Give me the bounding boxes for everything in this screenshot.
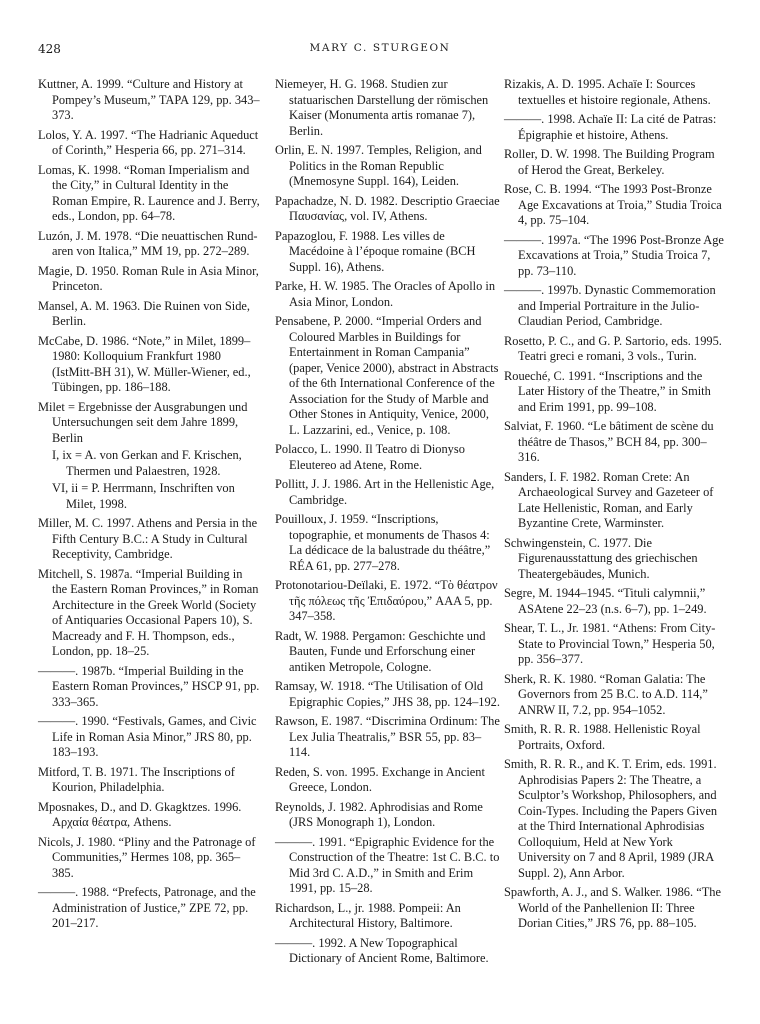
bibliography-entry: Kuttner, A. 1999. “Culture and History at Pompey’s Museum,” TAPA 129, pp. 343–373. [38, 77, 260, 122]
bibliography-entry: Spawforth, A. J., and S. Walker. 1986. “The World of the Panhellenion II: Three Dorian Cities,” JRS 76, pp. 88–105. [504, 885, 721, 930]
bibliography-entry: McCabe, D. 1986. “Note,” in Milet, 1899–1980: Kolloquium Frankfurt 1980 (IstMitt-BH 31), W. Müller-Wiener, ed., Tübingen, pp. 186–188. [38, 333, 251, 394]
bibliography-entry: Pensabene, P. 2000. “Imperial Orders and Coloured Marbles in Buildings for Entertainment in Roman Campania” (paper, Venice 2000), abstract in Abstracts of the 6th International Conference of the Association for the Study of Marble and Other Stones in Antiquity, Venice, 2000, L. Lazzarini, ed., Venice, p. 108. [275, 314, 499, 437]
bibliography-entry: Mposnakes, D., and D. Gkagktzes. 1996. Αρχαία θέατρα, Athens. [38, 799, 242, 829]
bibliography-entry: Rawson, E. 1987. “Discrimina Ordinum: The Lex Julia Theatralis,” BSR 55, pp. 83–114. [275, 714, 500, 759]
bibliography-entry: Schwingenstein, C. 1977. Die Figurenausstattung des griechischen Theatergebäudes, Munich. [504, 535, 698, 581]
column-left [38, 77, 260, 936]
bibliography-entry: Lolos, Y. A. 1997. “The Hadrianic Aqueduct of Corinth,” Hesperia 66, pp. 271–314. [38, 127, 259, 157]
bibliography-entry: Nicols, J. 1980. “Pliny and the Patronage of Communities,” Hermes 108, pp. 365–385. [38, 834, 256, 880]
bibliography-entry: Papazoglou, F. 1988. Les villes de Macédoine à l’époque romaine (BCH Suppl. 16), Athens. [275, 228, 476, 274]
bibliography-entry: ———. 1997a. “The 1996 Post-Bronze Age Excavations at Troia,” Studia Troica 7, pp. 73–110. [504, 232, 724, 278]
bibliography-subentry: I, ix = A. von Gerkan and F. Krischen, Thermen und Palaestren, 1928. [52, 448, 242, 478]
bibliography-entry: Pollitt, J. J. 1986. Art in the Hellenistic Age, Cambridge. [275, 477, 495, 507]
bibliography-entry: Protonotariou-Deïlaki, E. 1972. “Τὸ θέατρον τῆς πόλεως τῆς Ἐπιδαύρου,” AAA 5, pp. 347–358. [275, 578, 498, 623]
bibliography-entry: Roueché, C. 1991. “Inscriptions and the Later History of the Theatre,” in Smith and Erim 1991, pp. 99–108. [504, 368, 711, 414]
bibliography-entry: Miller, M. C. 1997. Athens and Persia in the Fifth Century B.C.: A Study in Cultural Receptivity, Cambridge. [38, 516, 258, 561]
bibliography-entry: Luzón, J. M. 1978. “Die neuattischen Rund-aren von Italica,” MM 19, pp. 272–289. [38, 228, 258, 258]
bibliography-entry: Orlin, E. N. 1997. Temples, Religion, and Politics in the Roman Republic (Mnemosyne Suppl. 164), Leiden. [275, 143, 482, 188]
bibliography-entry: Mitford, T. B. 1971. The Inscriptions of Kourion, Philadelphia. [38, 764, 235, 794]
bibliography-entry: Smith, R. R. R. 1988. Hellenistic Royal Portraits, Oxford. [504, 722, 701, 752]
bibliography-entry: Milet = Ergebnisse der Ausgrabungen und Untersuchungen seit dem Jahre 1899, Berlin [38, 399, 248, 445]
running-head: MARY C. STURGEON [309, 42, 451, 54]
bibliography-entry: ———. 1991. “Epigraphic Evidence for the Construction of the Theatre: 1st C. B.C. to Mid 3rd C. A.D.,” in Smith and Erim 1991, pp. 15–28. [275, 834, 500, 895]
bibliography-entry: Pouilloux, J. 1959. “Inscriptions, topographie, et monuments de Thasos 4: La dédicace de la balustrade du théâtre,” RÉA 61, pp. 277–278. [275, 512, 491, 573]
bibliography-entry: ———. 1992. A New Topographical Dictionary of Ancient Rome, Baltimore. [275, 935, 489, 965]
bibliography-entry: Shear, T. L., Jr. 1981. “Athens: From City-State to Provincial Town,” Hesperia 50, pp. 356–377. [504, 621, 716, 666]
bibliography-entry: Magie, D. 1950. Roman Rule in Asia Minor, Princeton. [38, 263, 259, 293]
page-number: 428 [38, 42, 61, 56]
bibliography-entry: Ramsay, W. 1918. “The Utilisation of Old Epigraphic Copies,” JHS 38, pp. 124–192. [275, 679, 500, 709]
bibliography-entry: Roller, D. W. 1998. The Building Program of Herod the Great, Berkeley. [504, 147, 715, 177]
bibliography-entry: Mansel, A. M. 1963. Die Ruinen von Side, Berlin. [38, 298, 251, 328]
bibliography-entry: Rosetto, P. C., and G. P. Sartorio, eds. 1995. Teatri greci e romani, 3 vols., Turin. [504, 333, 722, 363]
bibliography-entry: Radt, W. 1988. Pergamon: Geschichte und Bauten, Funde und Erforschung einer antiken Metropole, Cologne. [275, 628, 486, 674]
bibliography-entry: Niemeyer, H. G. 1968. Studien zur statuarischen Darstellung der römischen Kaiser (Monumenta artis romanae 7), Berlin. [275, 77, 489, 138]
bibliography-entry: Parke, H. W. 1985. The Oracles of Apollo in Asia Minor, London. [275, 279, 496, 309]
bibliography-entry: Sherk, R. K. 1980. “Roman Galatia: The Governors from 25 B.C. to A.D. 114,” ANRW II, 7.2, pp. 954–1052. [504, 671, 708, 717]
column-right [504, 77, 728, 936]
bibliography-entry: ———. 1990. “Festivals, Games, and Civic Life in Roman Asia Minor,” JRS 80, pp. 183–193. [38, 714, 257, 759]
column-middle [275, 77, 501, 971]
bibliography-entry: Lomas, K. 1998. “Roman Imperialism and the City,” in Cultural Identity in the Roman Empire, R. Laurence and J. Berry, eds., London, pp. 64–78. [38, 162, 260, 223]
bibliography-entry: Smith, R. R. R., and K. T. Erim, eds. 1991. Aphrodisias Papers 2: The Theatre, a Sculptor’s Workshop, Philosophers, and Coin-Types. Including the Papers Given at the Third International Aphrodisias Colloquium, Held at New York University on 7 and 8 April, 1989 (JRA Suppl. 2), Ann Arbor. [504, 757, 718, 880]
bibliography-entry: Polacco, L. 1990. Il Teatro di Dionyso Eleutereo ad Atene, Rome. [275, 442, 465, 472]
bibliography-subentry: VI, ii = P. Herrmann, Inschriften von Milet, 1998. [52, 481, 235, 511]
bibliography-entry: Sanders, I. F. 1982. Roman Crete: An Archaeological Survey and Gazeteer of Late Hellenistic, Roman, and Early Byzantine Crete, Warminster. [504, 469, 714, 530]
bibliography-entry: Reynolds, J. 1982. Aphrodisias and Rome (JRS Monograph 1), London. [275, 799, 483, 829]
bibliography-entry: Rose, C. B. 1994. “The 1993 Post-Bronze Age Excavations at Troia,” Studia Troica 4, pp. 75–104. [504, 182, 722, 227]
bibliography-entry: ———. 1988. “Prefects, Patronage, and the Administration of Justice,” ZPE 72, pp. 201–217. [38, 885, 256, 930]
bibliography-entry: Salviat, F. 1960. “Le bâtiment de scène du théâtre de Thasos,” BCH 84, pp. 300–316. [504, 419, 714, 464]
bibliography-entry: Rizakis, A. D. 1995. Achaïe I: Sources textuelles et histoire regionale, Athens. [504, 77, 711, 107]
bibliography-entry: ———. 1998. Achaïe II: La cité de Patras: Épigraphie et histoire, Athens. [504, 112, 717, 142]
bibliography-entry: ———. 1997b. Dynastic Commemoration and Imperial Portraiture in the Julio-Claudian Period, Cambridge. [504, 283, 716, 328]
bibliography-entry: ———. 1987b. “Imperial Building in the Eastern Roman Provinces,” HSCP 91, pp. 333–365. [38, 663, 260, 709]
bibliography-entry: Papachadze, N. D. 1982. Descriptio Graeciae Παυσανίας, vol. IV, Athens. [275, 193, 500, 223]
bibliography-entry: Reden, S. von. 1995. Exchange in Ancient Greece, London. [275, 764, 485, 794]
bibliography-entry: Segre, M. 1944–1945. “Tituli calymnii,” ASAtene 22–23 (n.s. 6–7), pp. 1–249. [504, 586, 707, 616]
bibliography-entry: Mitchell, S. 1987a. “Imperial Building in the Eastern Roman Provinces,” in Roman Architecture in the Greek World (Society of Antiquaries Occasional Papers 10), S. Macready and F. H. Thompson, eds., London, pp. 18–25. [38, 566, 259, 658]
bibliography [38, 77, 728, 1007]
bibliography-entry: Richardson, L., jr. 1988. Pompeii: An Architectural History, Baltimore. [275, 900, 461, 930]
